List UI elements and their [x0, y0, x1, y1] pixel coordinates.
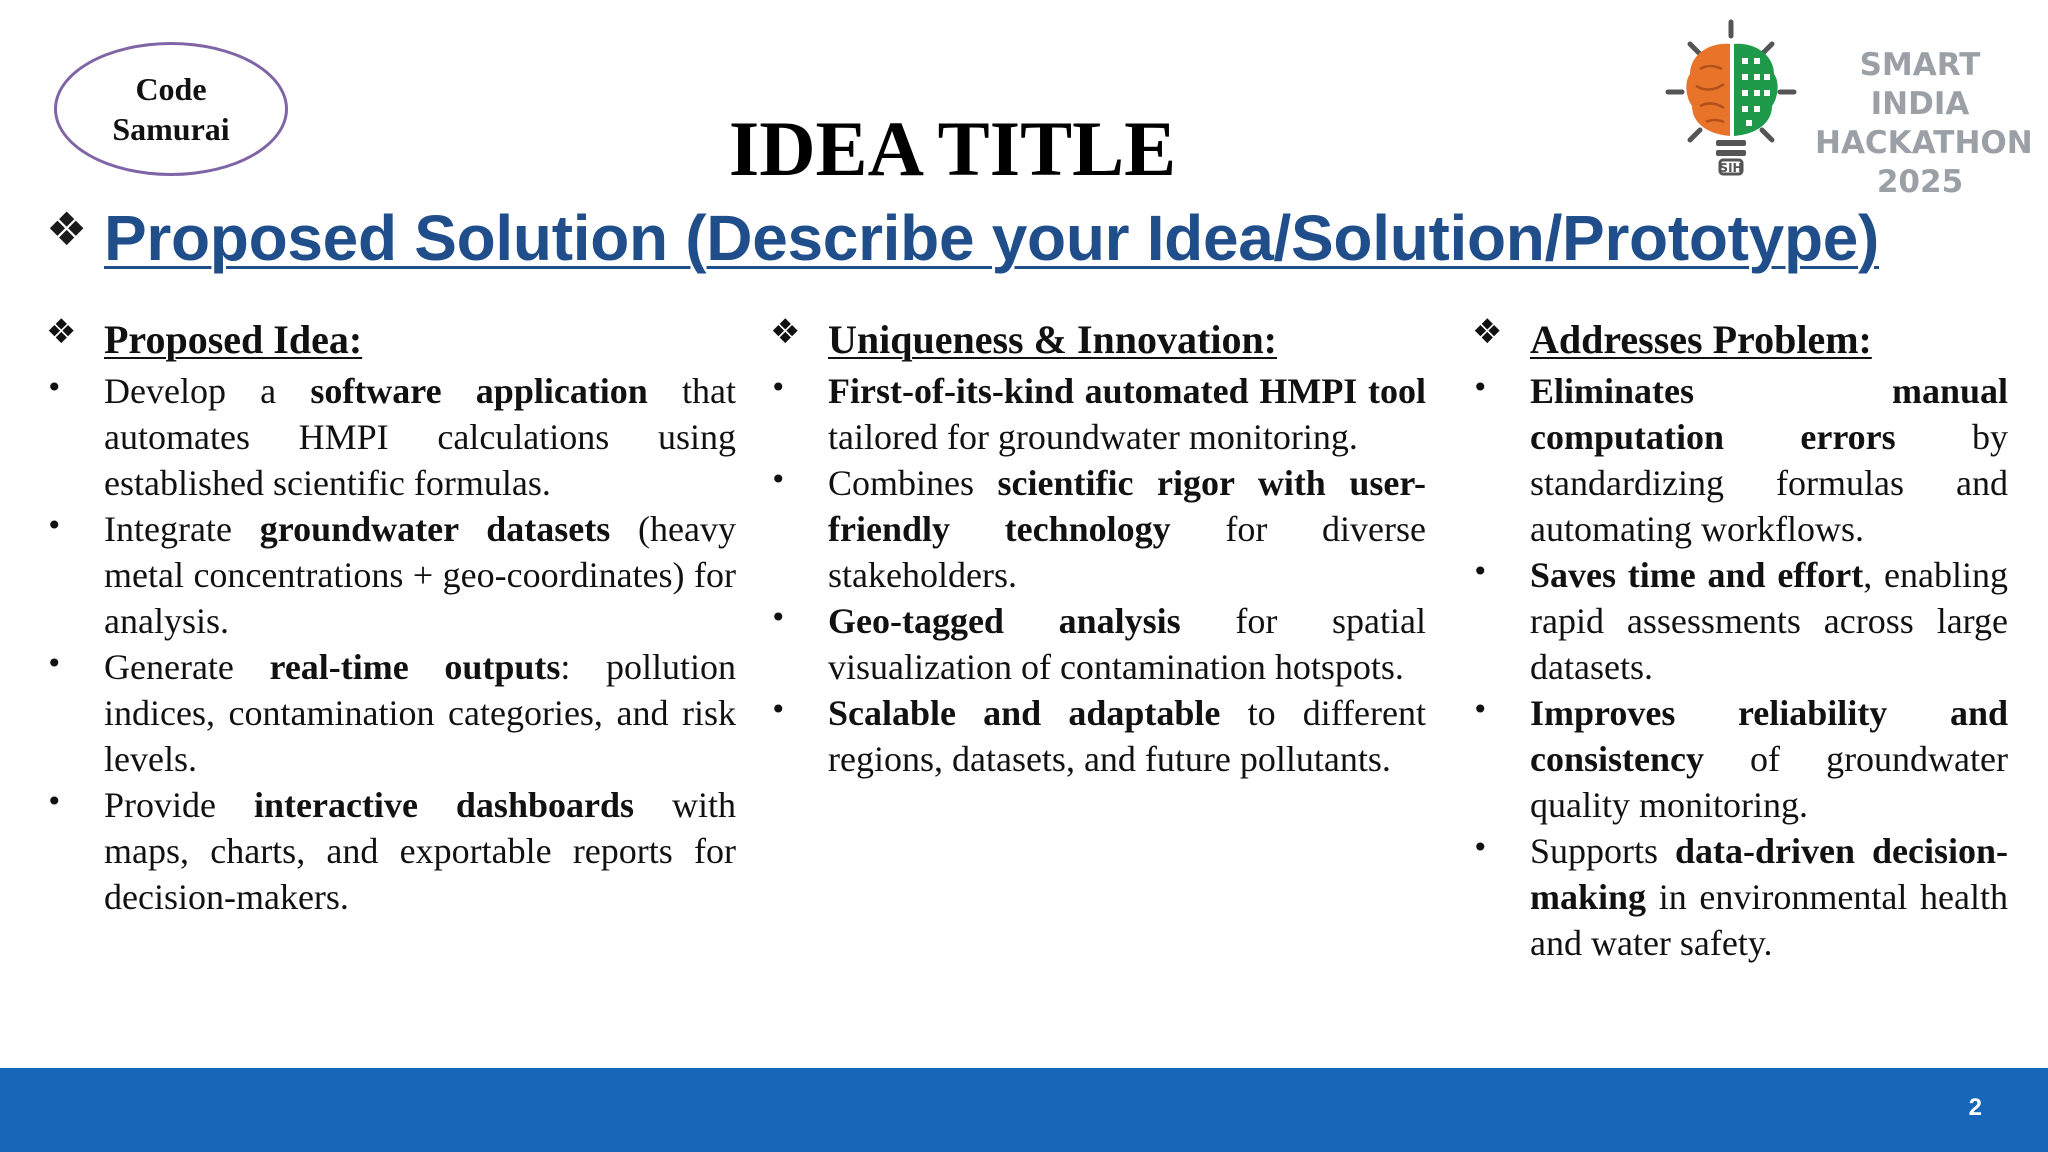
bullet-text-bold: First-of-its-kind automated HMPI tool [828, 371, 1426, 411]
bullet-text: Supports [1530, 831, 1675, 871]
bullet-text: Provide [104, 785, 254, 825]
bullet-item [770, 598, 1426, 690]
bullet-item [46, 782, 736, 920]
column-heading [46, 310, 736, 368]
column-heading [1472, 310, 2008, 368]
bullet-text: Integrate [104, 509, 260, 549]
bullet-text: Generate [104, 647, 270, 687]
bullet-dot-icon: • [46, 647, 63, 680]
bullet-item [46, 506, 736, 644]
bullet-dot-icon: • [770, 693, 787, 726]
column-proposed-idea [46, 310, 736, 920]
bullet-text-bold: Saves time and effort [1530, 555, 1864, 595]
bullet-text: (heavy metal concentrations + geo-coordinates) for analysis. [104, 509, 736, 641]
bullet-list [770, 368, 1426, 782]
bullet-item [770, 690, 1426, 782]
bullet-dot-icon: • [46, 785, 63, 818]
bullet-text-bold: Eliminates manual computation errors [1530, 371, 2008, 457]
svg-text:SIH: SIH [1719, 161, 1743, 175]
team-name-line-1: Code [135, 71, 207, 107]
bullet-item [46, 644, 736, 782]
column-addresses-problem [1472, 310, 2008, 966]
bullet-item [1472, 828, 2008, 966]
bullet-text: of groundwater quality monitoring. [1530, 739, 2008, 825]
bullet-dot-icon: • [770, 463, 787, 496]
four-diamond-bullet-icon: ❖ [46, 312, 77, 352]
bullet-text-bold: interactive dashboards [254, 785, 634, 825]
bullet-text: : pollution indices, contamination categories, and risk levels. [104, 647, 737, 779]
column-heading [770, 310, 1426, 368]
bullet-dot-icon: • [770, 601, 787, 634]
footer-bar [0, 1068, 2048, 1152]
bullet-item [1472, 368, 2008, 552]
bullet-text-bold: data-driven decision-making [1530, 831, 2008, 917]
bullet-text-bold: real-time outputs [269, 647, 561, 687]
bullet-list [46, 368, 736, 920]
bullet-text: by standardizing formulas and automating workflows. [1530, 417, 2008, 549]
bullet-text-bold: software application [310, 371, 648, 411]
sih-logo-line-3: 2025 [1876, 164, 1964, 200]
column-heading-label: Proposed Idea: [104, 316, 363, 362]
bullet-item [770, 460, 1426, 598]
bullet-text-bold: Geo-tagged analysis [828, 601, 1181, 641]
bullet-text-bold: scientific rigor with user-friendly technology [828, 463, 1426, 549]
bullet-text: tailored for groundwater monitoring. [828, 417, 1358, 457]
section-heading [46, 198, 2036, 278]
sih-logo-line-1: SMART INDIA [1859, 47, 1981, 122]
bullet-dot-icon: • [1472, 693, 1489, 726]
bullet-text: for spatial visualization of contamination hotspots. [828, 601, 1426, 687]
bullet-item [1472, 552, 2008, 690]
bullet-dot-icon: • [46, 371, 63, 404]
column-heading-label: Uniqueness & Innovation: [828, 316, 1278, 362]
bullet-dot-icon: • [1472, 555, 1489, 588]
bullet-dot-icon: • [1472, 831, 1489, 864]
bullet-text: , enabling rapid assessments across large datasets. [1530, 555, 2008, 687]
section-heading-text: Proposed Solution (Describe your Idea/Solution/Prototype) [104, 202, 1880, 274]
bullet-text: with maps, charts, and exportable reports for decision-makers. [104, 785, 736, 917]
bullet-text: Combines [828, 463, 998, 503]
page-number: 2 [1968, 1094, 1982, 1121]
bullet-text: to different regions, datasets, and future pollutants. [828, 693, 1426, 779]
bullet-dot-icon: • [46, 509, 63, 542]
bullet-text-bold: Scalable and adaptable [828, 693, 1221, 733]
four-diamond-bullet-icon: ❖ [770, 312, 801, 352]
bullet-text: Develop a [104, 371, 311, 411]
bullet-text: in environmental health and water safety. [1530, 877, 2008, 963]
four-diamond-bullet-icon: ❖ [1472, 312, 1503, 352]
bullet-list [1472, 368, 2008, 966]
idea-title: IDEA TITLE [728, 105, 1177, 192]
bullet-item [46, 368, 736, 506]
bullet-text: that automates HMPI calculations using established scientific formulas. [104, 371, 736, 503]
bullet-dot-icon: • [770, 371, 787, 404]
team-name-line-2: Samurai [112, 111, 230, 147]
bullet-text-bold: Improves reliability and consistency [1530, 693, 2008, 779]
bullet-item [770, 368, 1426, 460]
column-heading-label: Addresses Problem: [1530, 316, 1872, 362]
sih-logo-line-2: HACKATHON [1815, 125, 2033, 161]
bullet-text-bold: groundwater datasets [259, 509, 611, 549]
bullet-dot-icon: • [1472, 371, 1489, 404]
bullet-text: for diverse stakeholders. [828, 509, 1427, 595]
four-diamond-bullet-icon: ❖ [46, 202, 88, 256]
column-uniqueness-innovation [770, 310, 1426, 782]
bullet-item [1472, 690, 2008, 828]
